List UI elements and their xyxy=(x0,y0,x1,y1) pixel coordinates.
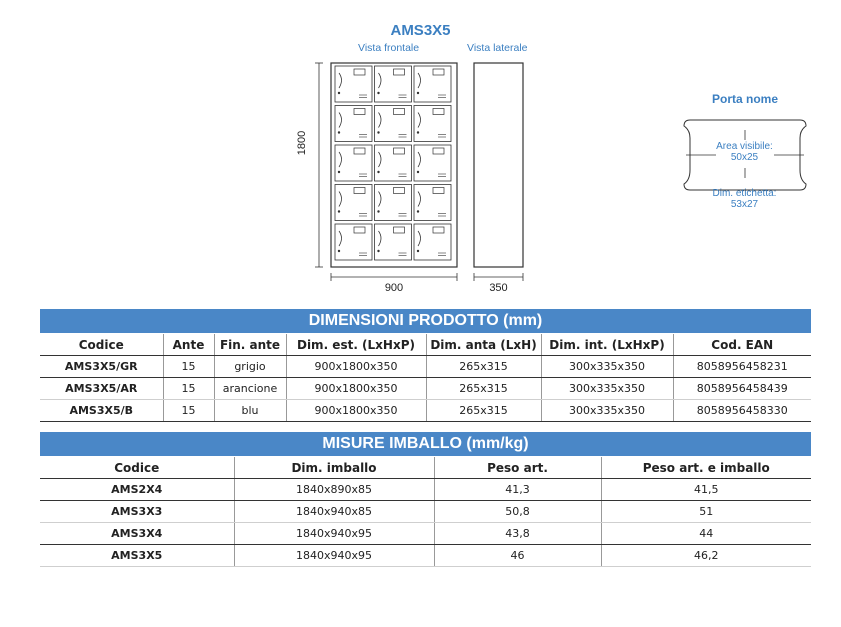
product-code-cell: AMS3X3 xyxy=(40,501,234,523)
column-header: Peso art. xyxy=(434,457,601,479)
locker-door xyxy=(375,145,412,181)
table-cell: 265x315 xyxy=(426,400,541,422)
table-cell: 15 xyxy=(163,400,214,422)
column-header: Codice xyxy=(40,457,234,479)
table-row xyxy=(40,501,811,523)
column-header: Ante xyxy=(163,334,214,356)
width-dimension: 900 xyxy=(384,282,404,294)
table-cell: 44 xyxy=(601,523,811,545)
front-view-label: Vista frontale xyxy=(358,42,420,54)
table-cell: 1840x890x85 xyxy=(234,479,434,501)
product-code-cell: AMS3X5 xyxy=(40,545,234,567)
locker-door xyxy=(375,66,412,102)
packaging-table xyxy=(40,457,811,567)
table-cell: 900x1800x350 xyxy=(286,378,426,400)
product-code-cell: AMS2X4 xyxy=(40,479,234,501)
table-cell: 300x335x350 xyxy=(541,378,673,400)
dimensions-title: DIMENSIONI PRODOTTO (mm) xyxy=(40,309,811,333)
column-header: Dim. imballo xyxy=(234,457,434,479)
locker-door xyxy=(335,106,372,142)
table-cell: grigio xyxy=(214,356,286,378)
table-cell: 1840x940x95 xyxy=(234,523,434,545)
table-row xyxy=(40,400,811,422)
product-code-cell: AMS3X5/AR xyxy=(40,378,163,400)
locker-door xyxy=(414,224,451,260)
table-cell: blu xyxy=(214,400,286,422)
table-cell: 265x315 xyxy=(426,356,541,378)
table-cell: 900x1800x350 xyxy=(286,400,426,422)
table-row xyxy=(40,479,811,501)
table-cell: arancione xyxy=(214,378,286,400)
depth-dimension: 350 xyxy=(489,282,508,294)
table-row xyxy=(40,523,811,545)
locker-door xyxy=(375,106,412,142)
area-visible-label: Area visibile: xyxy=(716,141,773,152)
column-header: Codice xyxy=(40,334,163,356)
height-dimension: 1800 xyxy=(296,130,308,156)
drawing-title: AMS3X5 xyxy=(390,22,451,39)
packaging-title: MISURE IMBALLO (mm/kg) xyxy=(40,432,811,456)
locker-door xyxy=(375,224,412,260)
column-header: Dim. int. (LxHxP) xyxy=(541,334,673,356)
table-cell: 300x335x350 xyxy=(541,400,673,422)
table-cell: 41,5 xyxy=(601,479,811,501)
locker-door xyxy=(335,185,372,221)
table-cell: 900x1800x350 xyxy=(286,356,426,378)
table-cell: 46,2 xyxy=(601,545,811,567)
table-cell: 8058956458330 xyxy=(673,400,811,422)
table-cell: 41,3 xyxy=(434,479,601,501)
locker-door xyxy=(375,185,412,221)
column-header: Cod. EAN xyxy=(673,334,811,356)
table-cell: 50,8 xyxy=(434,501,601,523)
locker-door xyxy=(335,66,372,102)
table-cell: 1840x940x85 xyxy=(234,501,434,523)
side-view-label: Vista laterale xyxy=(467,42,528,54)
table-cell: 15 xyxy=(163,356,214,378)
table-cell: 46 xyxy=(434,545,601,567)
locker-drawing xyxy=(290,55,550,300)
locker-door xyxy=(335,224,372,260)
table-row xyxy=(40,378,811,400)
label-dimension-value: 53x27 xyxy=(730,199,759,210)
locker-door xyxy=(414,185,451,221)
column-header: Peso art. e imballo xyxy=(601,457,811,479)
column-header: Dim. est. (LxHxP) xyxy=(286,334,426,356)
table-cell: 8058956458231 xyxy=(673,356,811,378)
table-cell: 300x335x350 xyxy=(541,356,673,378)
locker-door xyxy=(414,106,451,142)
area-visible-value: 50x25 xyxy=(730,152,759,163)
dimensions-table xyxy=(40,334,811,422)
column-header: Dim. anta (LxH) xyxy=(426,334,541,356)
label-dimension-label: Dim. etichetta: xyxy=(712,188,777,199)
product-code-cell: AMS3X5/B xyxy=(40,400,163,422)
table-cell: 15 xyxy=(163,378,214,400)
table-cell: 51 xyxy=(601,501,811,523)
table-cell: 265x315 xyxy=(426,378,541,400)
table-cell: 8058956458439 xyxy=(673,378,811,400)
name-tag-title: Porta nome xyxy=(711,92,778,106)
table-cell: 43,8 xyxy=(434,523,601,545)
product-code-cell: AMS3X4 xyxy=(40,523,234,545)
table-row xyxy=(40,356,811,378)
locker-door xyxy=(335,145,372,181)
locker-door xyxy=(414,66,451,102)
table-row xyxy=(40,545,811,567)
table-cell: 1840x940x95 xyxy=(234,545,434,567)
locker-door xyxy=(414,145,451,181)
column-header: Fin. ante xyxy=(214,334,286,356)
product-code-cell: AMS3X5/GR xyxy=(40,356,163,378)
